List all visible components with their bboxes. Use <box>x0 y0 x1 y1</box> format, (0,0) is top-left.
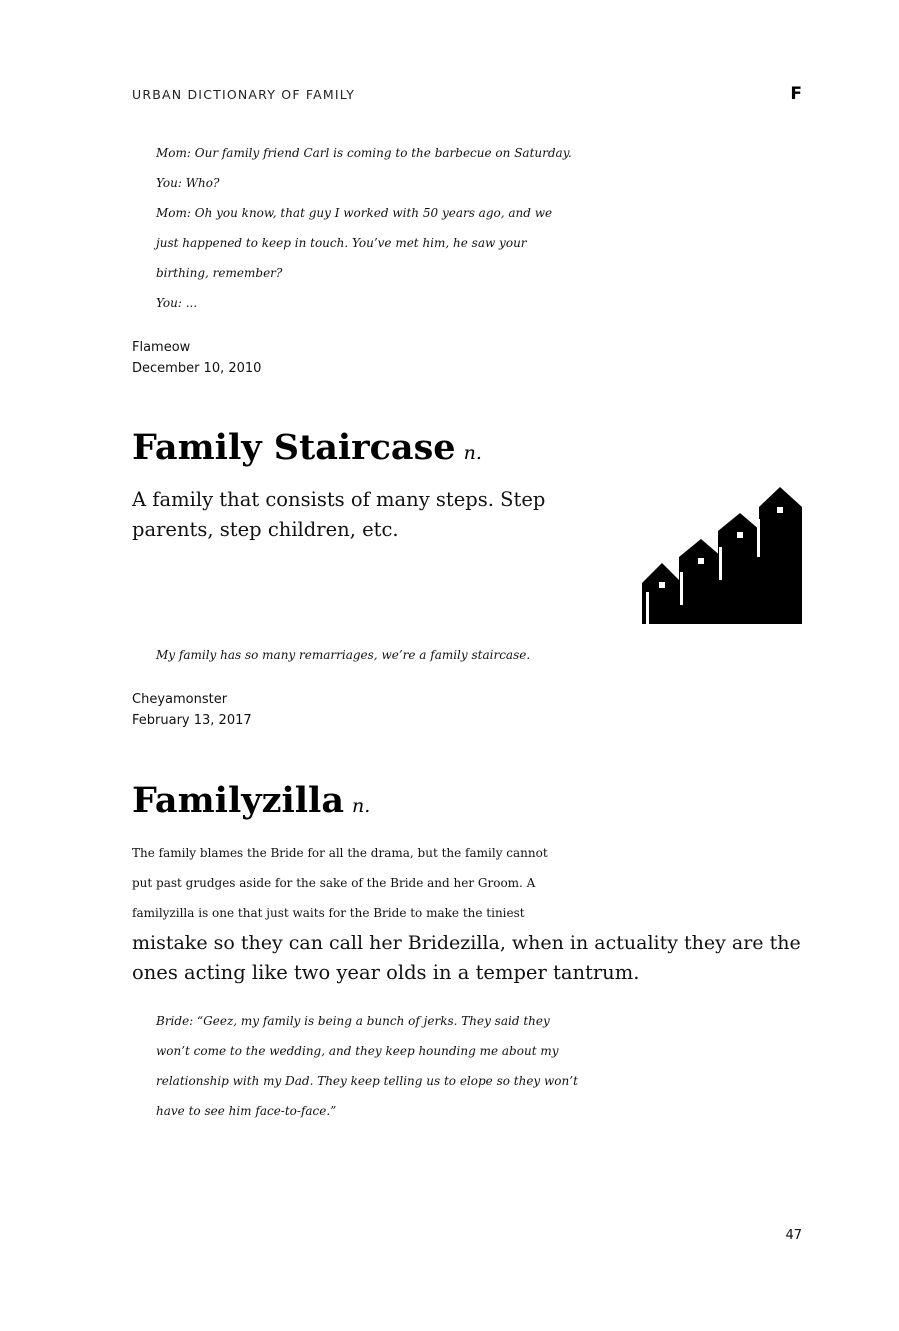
definition-line: put past grudges aside for the sake of the Bride and her Groom. A <box>132 876 536 890</box>
definition-line: A family that consists of many steps. Step <box>132 488 546 511</box>
example-quote-familyzilla <box>156 1006 816 1126</box>
part-of-speech: n. <box>352 795 371 817</box>
example-line: Mom: Our family friend Carl is coming to the barbecue on Saturday. <box>156 146 572 160</box>
definition-line: ones acting like two year olds in a temper tantrum. <box>132 961 640 984</box>
example-quote-prev <box>156 138 816 318</box>
definition-familyzilla <box>132 838 801 988</box>
entry-date: February 13, 2017 <box>132 713 252 728</box>
example-line: Mom: Oh you know, that guy I worked with 50 years ago, and we <box>156 206 553 220</box>
houses-staircase-icon <box>642 487 802 624</box>
definition-line: mistake so they can call her Bridezilla, when in actuality they are the <box>132 932 801 954</box>
author-name: Flameow <box>132 340 191 355</box>
entry-meta-prev <box>132 337 261 379</box>
example-line: just happened to keep in touch. You’ve met him, he saw your <box>156 236 527 250</box>
entry-meta-staircase <box>132 689 252 731</box>
page-number: 47 <box>785 1228 802 1243</box>
headword-family-staircase <box>132 427 482 468</box>
definition-line: familyzilla is one that just waits for the Bride to make the tiniest <box>132 906 525 920</box>
definition-family-staircase <box>132 485 545 545</box>
example-line: won’t come to the wedding, and they keep hounding me about my <box>156 1044 559 1058</box>
headword-term: Familyzilla <box>132 780 345 821</box>
example-line: You: Who? <box>156 176 220 190</box>
running-title: URBAN DICTIONARY OF FAMILY <box>132 87 356 102</box>
entry-date: December 10, 2010 <box>132 361 262 376</box>
headword-term: Family Staircase <box>132 427 456 468</box>
example-line: Bride: “Geez, my family is being a bunch of jerks. They said they <box>156 1014 550 1028</box>
author-name: Cheyamonster <box>132 692 228 707</box>
example-line: have to see him face-to-face.” <box>156 1104 337 1118</box>
example-line: You: ... <box>156 296 198 310</box>
headword-familyzilla <box>132 780 370 821</box>
definition-line: parents, step children, etc. <box>132 518 399 541</box>
example-line: My family has so many remarriages, we’re a family staircase. <box>156 648 531 662</box>
part-of-speech: n. <box>463 442 482 464</box>
example-line: relationship with my Dad. They keep telling us to elope so they won’t <box>156 1074 578 1088</box>
example-quote-staircase <box>156 640 816 670</box>
example-line: birthing, remember? <box>156 266 283 280</box>
section-letter: F <box>790 84 802 104</box>
definition-line: The family blames the Bride for all the drama, but the family cannot <box>132 846 548 860</box>
